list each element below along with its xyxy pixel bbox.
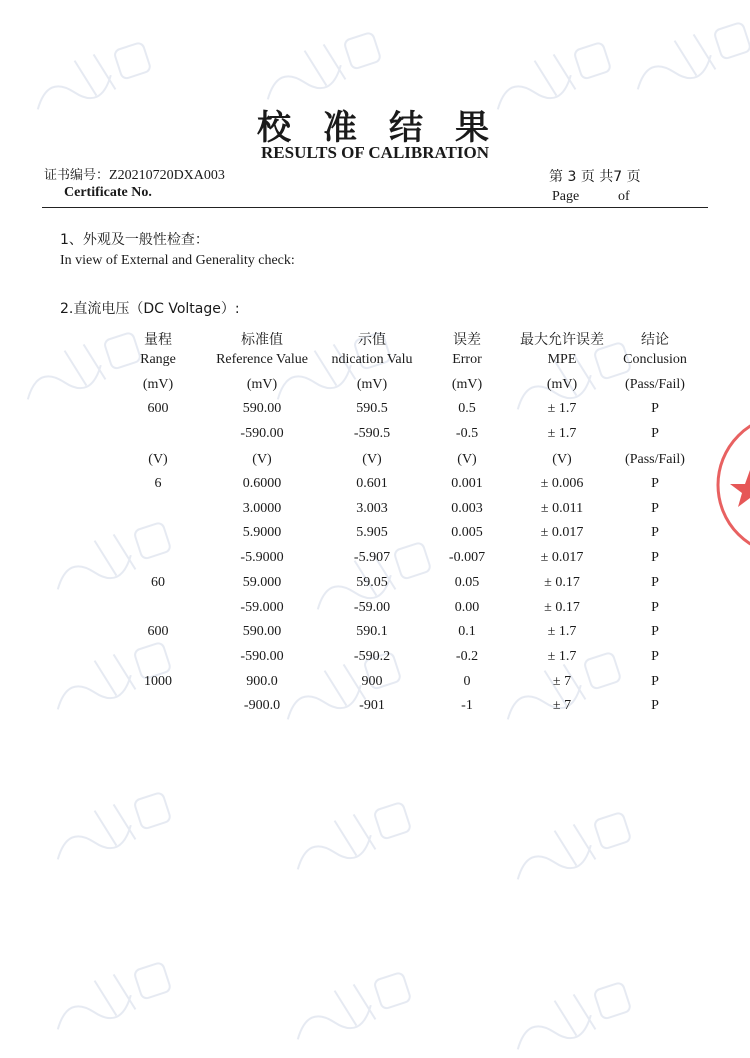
header-cn-col-5: 结论 [641, 332, 669, 348]
table-cell-v-r7-c4: ± 1.7 [547, 648, 577, 664]
certificate-number-line [44, 164, 225, 184]
table-cell-v-r4-c5: P [651, 574, 659, 590]
unit-v-col-1: (V) [252, 452, 272, 467]
header-cn-col-3: 误差 [453, 332, 481, 348]
watermark-mark [500, 340, 650, 410]
header-en-col-5: Conclusion [623, 352, 687, 367]
page-number-cn: 第 3 页 共7 页 [549, 169, 641, 185]
table-cell-mv-r1-c4: ± 1.7 [547, 426, 577, 441]
table-cell-v-r6-c0: 600 [147, 624, 169, 640]
page-total: 7 [613, 169, 623, 185]
certificate-label-en: Certificate No. [64, 185, 152, 200]
table-cell-v-r8-c3: 0 [463, 673, 471, 689]
table-cell-v-r0-c0: 6 [154, 476, 162, 491]
table-cell-v-r2-c4: ± 0.017 [540, 525, 584, 541]
table-cell-v-r7-c3: -0.2 [455, 648, 479, 664]
page-label-en: Page [552, 189, 580, 204]
table-cell-v-r1-c2: 3.003 [356, 500, 388, 516]
table-cell-mv-r1-c5: P [651, 426, 659, 441]
watermark-mark [40, 790, 190, 860]
section1-title-en: In view of External and Generality check: [60, 253, 295, 268]
table-cell-v-r2-c5: P [651, 525, 659, 541]
table-cell-v-r0-c4: ± 0.006 [540, 476, 584, 491]
header-cn-col-0: 量程 [144, 332, 172, 348]
header-cn-col-1: 标准值 [241, 332, 283, 348]
table-cell-mv-r1-c2: -590.5 [353, 426, 391, 441]
table-cell-v-r8-c2: 900 [361, 673, 383, 689]
certificate-label-cn: 证书编号： [44, 168, 110, 183]
table-cell-v-r4-c3: 0.05 [454, 574, 480, 590]
table-cell-v-r1-c3: 0.003 [451, 500, 483, 516]
table-cell-mv-r0-c5: P [651, 401, 659, 416]
table-cell-v-r5-c5: P [651, 599, 659, 615]
unit-mv-col-2: (mV) [356, 377, 388, 392]
table-cell-v-r0-c5: P [651, 476, 659, 491]
table-cell-mv-r0-c2: 590.5 [356, 401, 388, 416]
watermark-mark [500, 980, 650, 1050]
unit-v-col-3: (V) [457, 452, 477, 467]
table-cell-v-r9-c5: P [651, 698, 659, 714]
header-cn-col-2: 示值 [358, 332, 386, 348]
table-cell-mv-r0-c4: ± 1.7 [547, 401, 577, 416]
table-cell-v-r0-c2: 0.601 [356, 476, 388, 491]
table-cell-v-r1-c1: 3.0000 [242, 500, 282, 516]
table-cell-v-r2-c1: 5.9000 [242, 525, 282, 541]
header-en-col-2: ndication Valu [331, 352, 413, 367]
table-cell-v-r8-c0: 1000 [144, 673, 172, 689]
section2-title: 2.直流电压（DC Voltage）: [60, 301, 240, 317]
unit-mv-col-5: (Pass/Fail) [625, 377, 685, 392]
watermark-mark [280, 800, 430, 870]
unit-mv-col-4: (mV) [546, 377, 578, 392]
header-divider [42, 207, 708, 208]
table-cell-mv-r0-c3: 0.5 [458, 401, 476, 416]
table-cell-v-r0-c1: 0.6000 [242, 476, 282, 491]
table-cell-v-r5-c2: -59.00 [353, 599, 391, 615]
watermark-mark [280, 970, 430, 1040]
watermark-mark [40, 960, 190, 1030]
table-cell-v-r9-c4: ± 7 [552, 698, 572, 714]
table-cell-v-r3-c5: P [651, 550, 659, 566]
table-cell-v-r4-c2: 59.05 [356, 574, 388, 590]
table-cell-v-r6-c4: ± 1.7 [547, 624, 577, 640]
table-cell-v-r1-c4: ± 0.011 [540, 500, 584, 516]
unit-v-col-4: (V) [552, 452, 572, 467]
table-cell-v-r2-c2: 5.905 [356, 525, 388, 541]
table-cell-v-r7-c2: -590.2 [353, 648, 391, 664]
certificate-number: Z20210720DXA003 [109, 168, 225, 183]
table-cell-v-r6-c3: 0.1 [458, 624, 476, 640]
table-cell-mv-r0-c1: 590.00 [242, 401, 282, 416]
table-cell-v-r5-c1: -59.000 [240, 599, 284, 615]
table-cell-v-r0-c3: 0.001 [451, 476, 483, 491]
unit-v-col-2: (V) [362, 452, 382, 467]
table-cell-v-r7-c1: -590.00 [240, 648, 284, 664]
table-cell-mv-r1-c1: -590.00 [240, 426, 284, 441]
of-label-en: of [618, 189, 630, 204]
header-cn-col-4: 最大允许误差 [520, 332, 604, 348]
table-cell-v-r9-c1: -900.0 [243, 698, 281, 714]
unit-v-col-5: (Pass/Fail) [625, 452, 685, 467]
table-cell-v-r6-c1: 590.00 [242, 624, 282, 640]
watermark-mark [250, 30, 400, 100]
table-cell-v-r3-c3: -0.007 [448, 550, 486, 566]
page-current: 3 [567, 169, 577, 185]
table-cell-v-r5-c3: 0.00 [454, 599, 480, 615]
table-cell-v-r9-c3: -1 [461, 698, 473, 714]
unit-mv-col-1: (mV) [246, 377, 278, 392]
header-en-col-0: Range [140, 352, 176, 367]
title-english: RESULTS OF CALIBRATION [261, 143, 489, 162]
table-cell-v-r1-c5: P [651, 500, 659, 516]
header-en-col-4: MPE [547, 352, 577, 367]
table-cell-v-r4-c4: ± 0.17 [544, 574, 580, 590]
table-cell-v-r6-c2: 590.1 [356, 624, 388, 640]
header-en-col-3: Error [452, 352, 482, 367]
watermark-mark [500, 810, 650, 880]
table-cell-v-r4-c0: 60 [151, 574, 165, 590]
title-chinese: 校 准 结 果 [257, 108, 493, 148]
table-cell-v-r3-c2: -5.907 [353, 550, 391, 566]
table-cell-mv-r0-c0: 600 [147, 401, 169, 416]
table-cell-v-r3-c4: ± 0.017 [540, 550, 584, 566]
table-cell-v-r6-c5: P [651, 624, 659, 640]
table-cell-v-r7-c5: P [651, 648, 659, 664]
table-cell-v-r8-c1: 900.0 [246, 673, 278, 689]
table-cell-v-r4-c1: 59.000 [242, 574, 282, 590]
unit-mv-col-3: (mV) [451, 377, 483, 392]
unit-mv-col-0: (mV) [142, 377, 174, 392]
table-cell-v-r2-c3: 0.005 [451, 525, 483, 541]
unit-v-col-0: (V) [148, 452, 168, 467]
table-cell-v-r9-c2: -901 [359, 698, 385, 714]
table-cell-v-r3-c1: -5.9000 [240, 550, 284, 566]
table-cell-v-r8-c4: ± 7 [552, 673, 572, 689]
table-cell-v-r8-c5: P [651, 673, 659, 689]
table-cell-v-r5-c4: ± 0.17 [544, 599, 580, 615]
watermark-mark [620, 20, 750, 90]
header-en-col-1: Reference Value [216, 352, 308, 367]
section1-title-cn: 1、外观及一般性检查： [60, 232, 209, 248]
table-cell-mv-r1-c3: -0.5 [455, 426, 479, 441]
